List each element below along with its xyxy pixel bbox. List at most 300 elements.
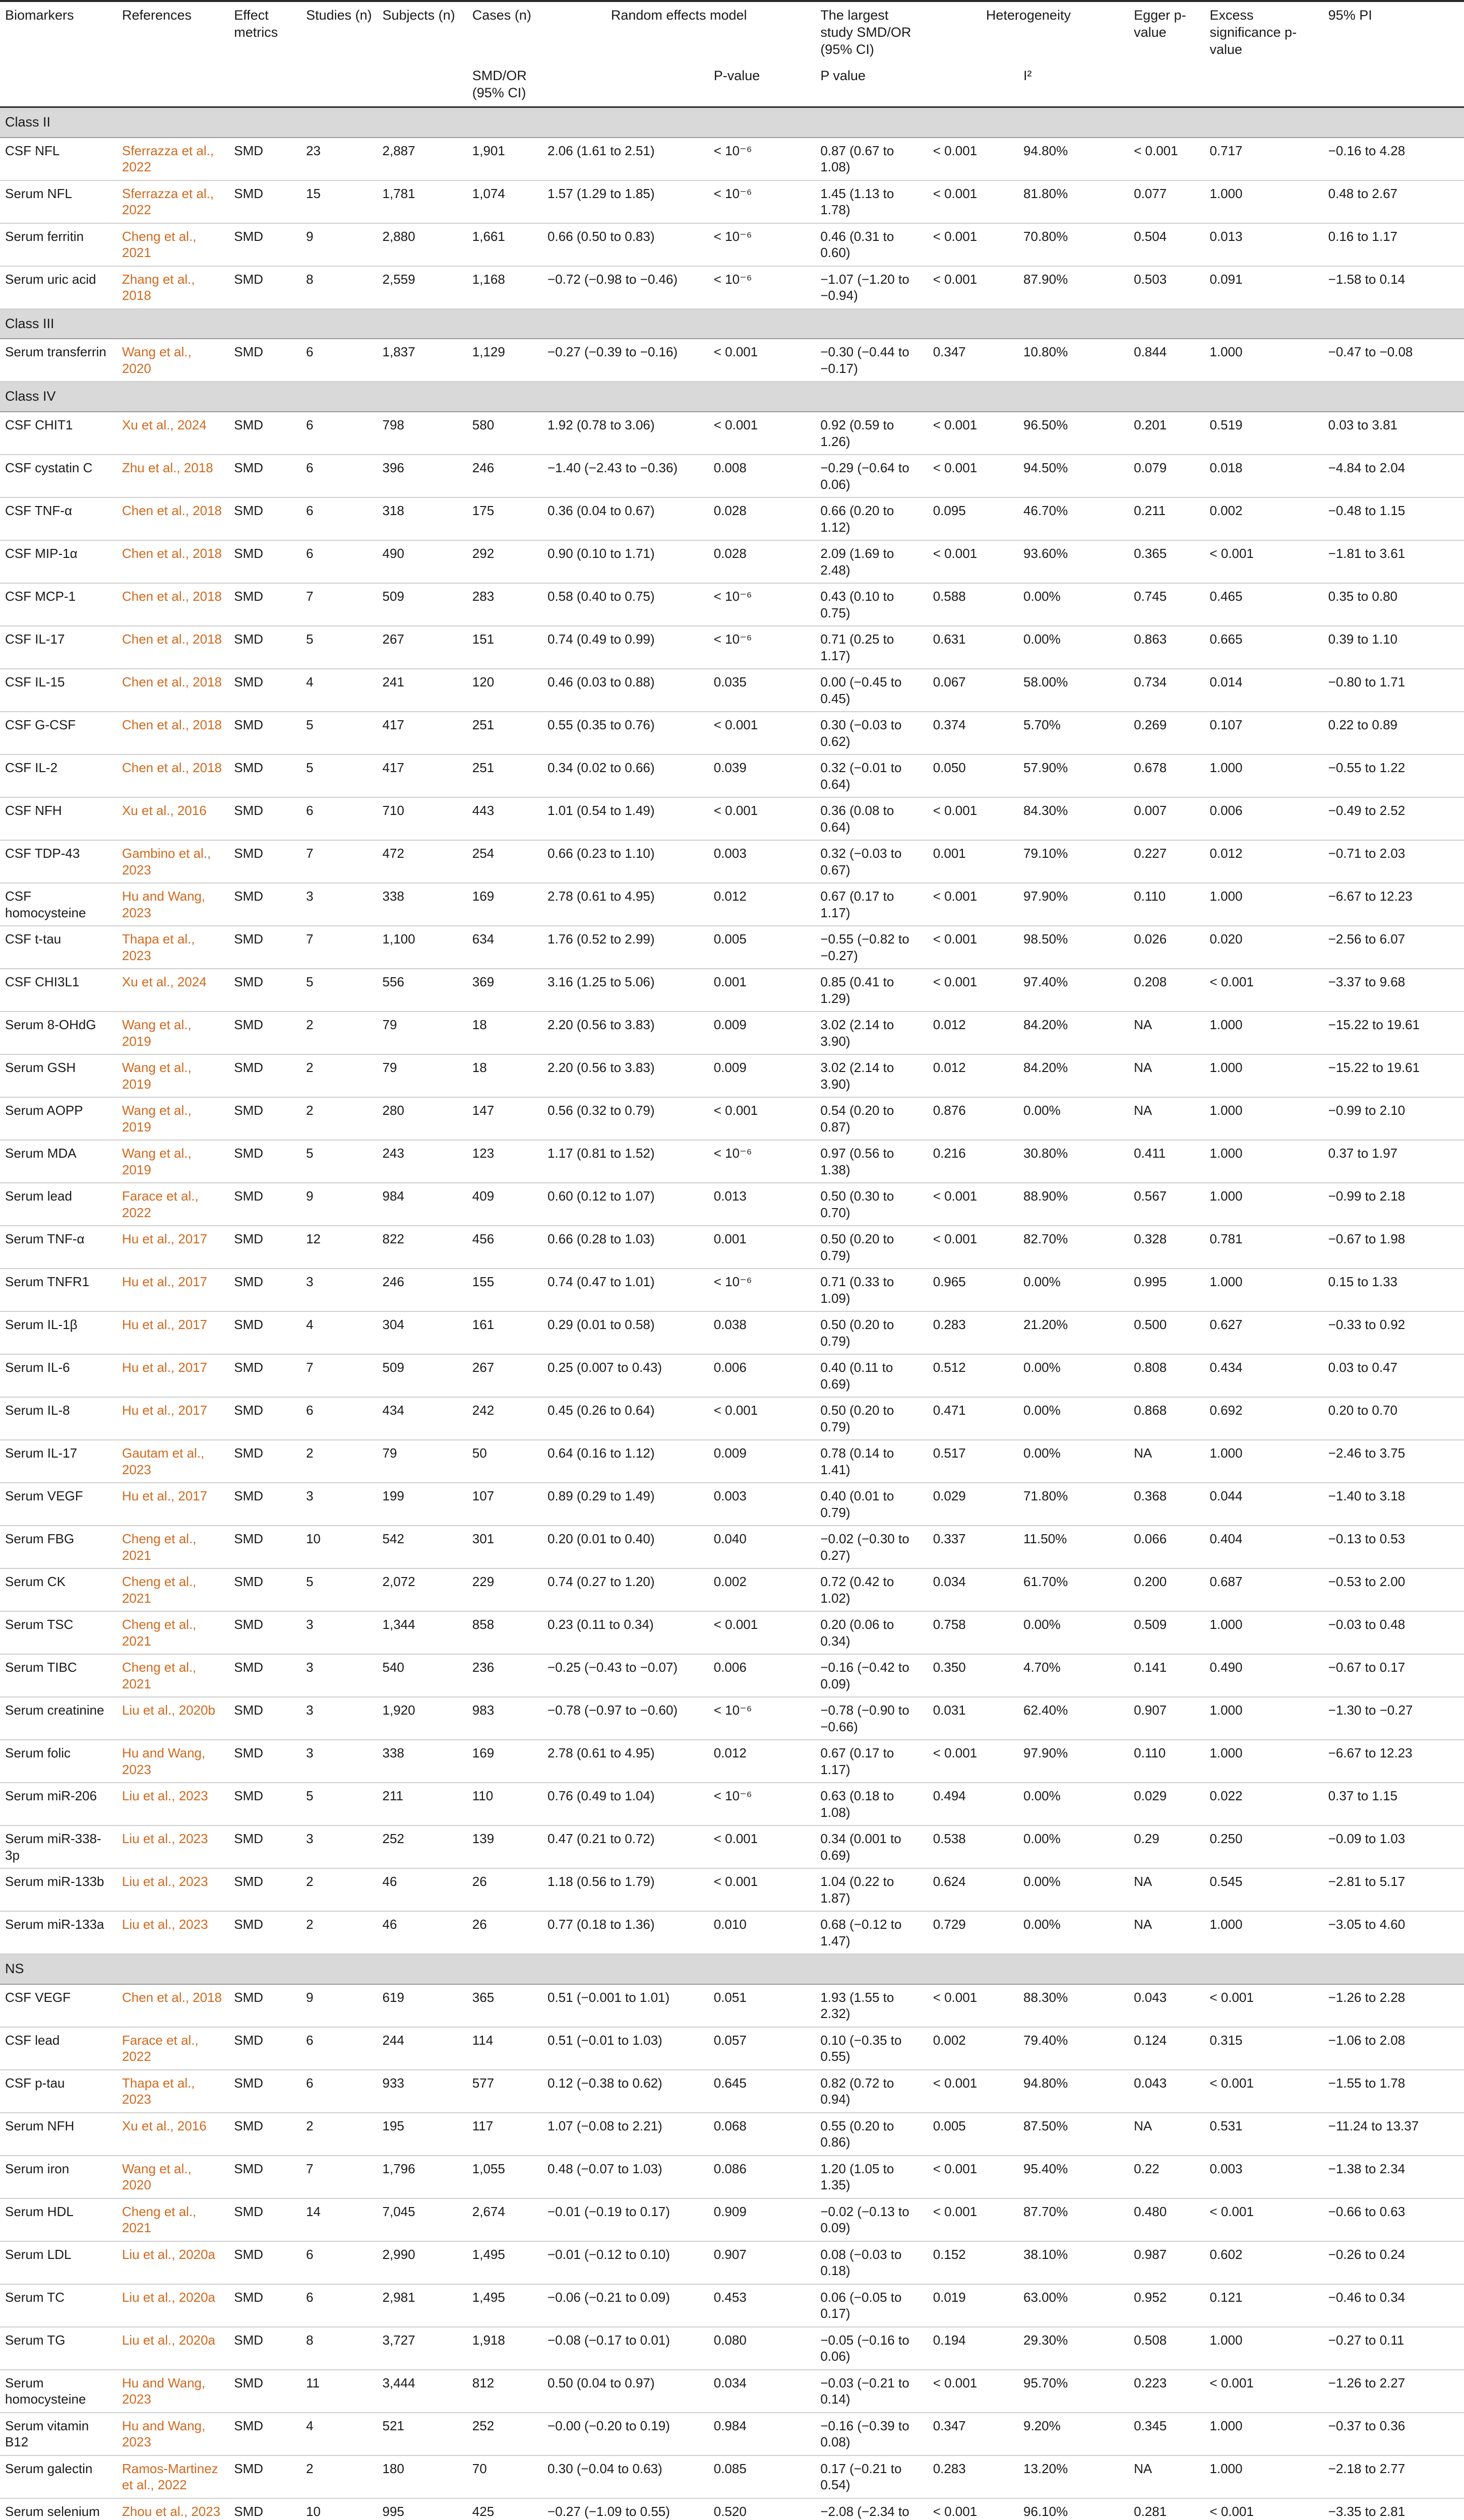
cell-smd-ci: 0.56 (0.32 to 0.79) (542, 1097, 709, 1140)
table-row (0, 626, 1464, 669)
cell-p-value: 0.001 (709, 969, 816, 1012)
cell-excess-p: < 0.001 (1204, 2198, 1323, 2241)
cell-pi: −0.37 to 0.36 (1323, 2413, 1464, 2455)
cell-het-p-value: 0.350 (928, 1654, 1018, 1697)
cell-excess-p: 0.545 (1204, 1868, 1323, 1911)
cell-p-value: < 0.001 (709, 1825, 816, 1868)
table-row (0, 540, 1464, 583)
cell-smd-ci: 0.55 (0.35 to 0.76) (542, 712, 709, 754)
cell-excess-p: 1.000 (1204, 2455, 1323, 2498)
cell-i2: 0.00% (1018, 1354, 1129, 1397)
cell-reference[interactable]: Thapa et al., 2023 (117, 2070, 229, 2113)
cell-cases: 251 (467, 754, 542, 797)
cell-studies: 5 (301, 626, 377, 669)
cell-reference[interactable]: Farace et al., 2022 (117, 2027, 229, 2070)
cell-subjects: 619 (378, 1984, 467, 2027)
cell-reference[interactable]: Gambino et al., 2023 (117, 840, 229, 883)
cell-subjects: 1,920 (378, 1697, 467, 1740)
cell-excess-p: 1.000 (1204, 1183, 1323, 1226)
cell-smd-ci: 0.46 (0.03 to 0.88) (542, 669, 709, 712)
cell-studies: 6 (301, 2070, 377, 2113)
cell-i2: 61.70% (1018, 1568, 1129, 1611)
cell-het-p-value: < 0.001 (928, 969, 1018, 1012)
cell-biomarker: Serum miR-338-3p (0, 1825, 117, 1868)
cell-subjects: 798 (378, 412, 467, 455)
cell-pi: −1.58 to 0.14 (1323, 266, 1464, 309)
table-row (0, 1311, 1464, 1354)
cell-smd-ci: 0.74 (0.27 to 1.20) (542, 1568, 709, 1611)
cell-biomarker: CSF homocysteine (0, 883, 117, 926)
cell-reference[interactable]: Zhu et al., 2018 (117, 455, 229, 497)
cell-reference[interactable]: Wang et al., 2019 (117, 1097, 229, 1140)
cell-effect-metric: SMD (229, 2413, 301, 2455)
cell-reference[interactable]: Xu et al., 2024 (117, 412, 229, 455)
cell-reference[interactable]: Xu et al., 2016 (117, 797, 229, 840)
cell-largest-study: 0.30 (−0.03 to 0.62) (815, 712, 928, 754)
table-row (0, 1568, 1464, 1611)
table-row (0, 1140, 1464, 1183)
cell-reference[interactable]: Chen et al., 2018 (117, 754, 229, 797)
table-row (0, 1269, 1464, 1311)
cell-effect-metric: SMD (229, 1825, 301, 1868)
cell-smd-ci: 0.74 (0.49 to 0.99) (542, 626, 709, 669)
subheader-blank (928, 62, 1018, 107)
cell-subjects: 2,990 (378, 2241, 467, 2284)
cell-largest-study: 0.68 (−0.12 to 1.47) (815, 1911, 928, 1954)
cell-het-p-value: < 0.001 (928, 266, 1018, 309)
cell-effect-metric: SMD (229, 540, 301, 583)
cell-subjects: 7,045 (378, 2198, 467, 2241)
cell-het-p-value: 0.005 (928, 2113, 1018, 2156)
cell-smd-ci: 0.89 (0.29 to 1.49) (542, 1483, 709, 1526)
cell-largest-study: 0.82 (0.72 to 0.94) (815, 2070, 928, 2113)
cell-studies: 6 (301, 797, 377, 840)
cell-egger-p: 0.328 (1129, 1226, 1204, 1269)
cell-reference[interactable]: Liu et al., 2020b (117, 1697, 229, 1740)
cell-reference[interactable]: Sferrazza et al., 2022 (117, 138, 229, 180)
cell-cases: 242 (467, 1397, 542, 1440)
cell-studies: 4 (301, 669, 377, 712)
cell-biomarker: Serum IL-8 (0, 1397, 117, 1440)
cell-largest-study: −0.05 (−0.16 to 0.06) (815, 2327, 928, 2370)
cell-pi: −15.22 to 19.61 (1323, 1054, 1464, 1097)
cell-studies: 2 (301, 2455, 377, 2498)
cell-cases: 2,674 (467, 2198, 542, 2241)
cell-smd-ci: 0.34 (0.02 to 0.66) (542, 754, 709, 797)
cell-studies: 6 (301, 455, 377, 497)
cell-pi: −0.27 to 0.11 (1323, 2327, 1464, 2370)
cell-i2: 10.80% (1018, 339, 1129, 382)
cell-reference[interactable]: Chen et al., 2018 (117, 626, 229, 669)
table-row (0, 1054, 1464, 1097)
cell-p-value: 0.520 (709, 2498, 816, 2520)
cell-het-p-value: 0.216 (928, 1140, 1018, 1183)
cell-studies: 2 (301, 1868, 377, 1911)
cell-het-p-value: 0.517 (928, 1440, 1018, 1483)
cell-pi: −0.47 to −0.08 (1323, 339, 1464, 382)
cell-cases: 18 (467, 1012, 542, 1054)
cell-studies: 12 (301, 1226, 377, 1269)
cell-het-p-value: 0.374 (928, 712, 1018, 754)
cell-biomarker: Serum NFL (0, 180, 117, 223)
cell-cases: 26 (467, 1868, 542, 1911)
cell-largest-study: 0.32 (−0.03 to 0.67) (815, 840, 928, 883)
cell-excess-p: 0.627 (1204, 1311, 1323, 1354)
cell-reference[interactable]: Liu et al., 2023 (117, 1868, 229, 1911)
cell-biomarker: Serum HDL (0, 2198, 117, 2241)
cell-smd-ci: −0.78 (−0.97 to −0.60) (542, 1697, 709, 1740)
table-row (0, 1825, 1464, 1868)
cell-subjects: 211 (378, 1783, 467, 1825)
cell-smd-ci: −0.01 (−0.12 to 0.10) (542, 2241, 709, 2284)
cell-biomarker: Serum ferritin (0, 223, 117, 266)
table-row (0, 1740, 1464, 1783)
cell-effect-metric: SMD (229, 180, 301, 223)
cell-egger-p: NA (1129, 1097, 1204, 1140)
cell-excess-p: 0.717 (1204, 138, 1323, 180)
cell-reference[interactable]: Cheng et al., 2021 (117, 1526, 229, 1568)
cell-i2: 87.70% (1018, 2198, 1129, 2241)
cell-studies: 6 (301, 2284, 377, 2327)
cell-egger-p: 0.480 (1129, 2198, 1204, 2241)
cell-reference[interactable]: Chen et al., 2018 (117, 540, 229, 583)
cell-i2: 87.90% (1018, 266, 1129, 309)
cell-reference[interactable]: Wang et al., 2019 (117, 1140, 229, 1183)
cell-het-p-value: 0.494 (928, 1783, 1018, 1825)
cell-het-p-value: 0.758 (928, 1611, 1018, 1654)
cell-subjects: 79 (378, 1012, 467, 1054)
cell-pi: −0.67 to 1.98 (1323, 1226, 1464, 1269)
cell-subjects: 2,880 (378, 223, 467, 266)
cell-effect-metric: SMD (229, 1911, 301, 1954)
cell-biomarker: Serum creatinine (0, 1697, 117, 1740)
cell-studies: 3 (301, 1269, 377, 1311)
cell-reference[interactable]: Cheng et al., 2021 (117, 2198, 229, 2241)
cell-smd-ci: 2.78 (0.61 to 4.95) (542, 1740, 709, 1783)
cell-egger-p: 0.026 (1129, 926, 1204, 969)
cell-biomarker: CSF lead (0, 2027, 117, 2070)
cell-studies: 9 (301, 223, 377, 266)
cell-excess-p: 1.000 (1204, 1697, 1323, 1740)
table-row (0, 2370, 1464, 2413)
cell-biomarker: CSF p-tau (0, 2070, 117, 2113)
cell-effect-metric: SMD (229, 223, 301, 266)
cell-cases: 267 (467, 1354, 542, 1397)
cell-cases: 123 (467, 1140, 542, 1183)
cell-smd-ci: 1.01 (0.54 to 1.49) (542, 797, 709, 840)
cell-reference[interactable]: Hu and Wang, 2023 (117, 2370, 229, 2413)
cell-reference[interactable]: Gautam et al., 2023 (117, 1440, 229, 1483)
cell-largest-study: 0.06 (−0.05 to 0.17) (815, 2284, 928, 2327)
cell-largest-study: 0.97 (0.56 to 1.38) (815, 1140, 928, 1183)
cell-largest-study: 3.02 (2.14 to 3.90) (815, 1054, 928, 1097)
cell-i2: 9.20% (1018, 2413, 1129, 2455)
cell-smd-ci: 1.18 (0.56 to 1.79) (542, 1868, 709, 1911)
cell-egger-p: 0.043 (1129, 2070, 1204, 2113)
cell-egger-p: 0.745 (1129, 583, 1204, 626)
cell-egger-p: 0.808 (1129, 1354, 1204, 1397)
cell-largest-study: −0.03 (−0.21 to 0.14) (815, 2370, 928, 2413)
table-row (0, 583, 1464, 626)
cell-reference[interactable]: Zhou et al., 2023 (117, 2498, 229, 2520)
cell-effect-metric: SMD (229, 2198, 301, 2241)
cell-studies: 6 (301, 1397, 377, 1440)
cell-reference[interactable]: Hu et al., 2017 (117, 1269, 229, 1311)
cell-egger-p: NA (1129, 1012, 1204, 1054)
cell-reference[interactable]: Ramos-Martinez et al., 2022 (117, 2455, 229, 2498)
cell-cases: 409 (467, 1183, 542, 1226)
cell-largest-study: −1.07 (−1.20 to −0.94) (815, 266, 928, 309)
cell-reference[interactable]: Cheng et al., 2021 (117, 1611, 229, 1654)
cell-egger-p: 0.567 (1129, 1183, 1204, 1226)
cell-studies: 2 (301, 1012, 377, 1054)
cell-cases: 1,168 (467, 266, 542, 309)
cell-effect-metric: SMD (229, 1397, 301, 1440)
cell-cases: 175 (467, 497, 542, 540)
cell-studies: 10 (301, 1526, 377, 1568)
cell-subjects: 2,559 (378, 266, 467, 309)
cell-biomarker: Serum galectin (0, 2455, 117, 2498)
cell-largest-study: 0.46 (0.31 to 0.60) (815, 223, 928, 266)
cell-p-value: < 0.001 (709, 797, 816, 840)
cell-subjects: 338 (378, 1740, 467, 1783)
table-row (0, 1226, 1464, 1269)
cell-cases: 252 (467, 2413, 542, 2455)
cell-subjects: 822 (378, 1226, 467, 1269)
table-header (0, 1, 1464, 107)
table-row (0, 2455, 1464, 2498)
cell-smd-ci: 0.50 (0.04 to 0.97) (542, 2370, 709, 2413)
cell-pi: 0.20 to 0.70 (1323, 1397, 1464, 1440)
cell-smd-ci: 0.77 (0.18 to 1.36) (542, 1911, 709, 1954)
cell-egger-p: NA (1129, 1054, 1204, 1097)
cell-subjects: 2,981 (378, 2284, 467, 2327)
cell-egger-p: 0.281 (1129, 2498, 1204, 2520)
cell-egger-p: 0.504 (1129, 223, 1204, 266)
cell-reference[interactable]: Wang et al., 2019 (117, 1012, 229, 1054)
cell-cases: 1,918 (467, 2327, 542, 2370)
cell-largest-study: 3.02 (2.14 to 3.90) (815, 1012, 928, 1054)
cell-reference[interactable]: Wang et al., 2019 (117, 1054, 229, 1097)
cell-cases: 114 (467, 2027, 542, 2070)
cell-studies: 5 (301, 754, 377, 797)
cell-reference[interactable]: Thapa et al., 2023 (117, 926, 229, 969)
cell-excess-p: < 0.001 (1204, 2070, 1323, 2113)
cell-p-value: < 0.001 (709, 412, 816, 455)
cell-egger-p: 0.734 (1129, 669, 1204, 712)
table-row (0, 2413, 1464, 2455)
cell-cases: 1,661 (467, 223, 542, 266)
cell-het-p-value: 0.034 (928, 1568, 1018, 1611)
cell-reference[interactable]: Hu and Wang, 2023 (117, 1740, 229, 1783)
cell-effect-metric: SMD (229, 138, 301, 180)
cell-smd-ci: 1.57 (1.29 to 1.85) (542, 180, 709, 223)
cell-reference[interactable]: Cheng et al., 2021 (117, 1568, 229, 1611)
cell-studies: 7 (301, 926, 377, 969)
cell-effect-metric: SMD (229, 1012, 301, 1054)
cell-effect-metric: SMD (229, 2498, 301, 2520)
cell-largest-study: 0.40 (0.11 to 0.69) (815, 1354, 928, 1397)
cell-i2: 0.00% (1018, 1868, 1129, 1911)
cell-effect-metric: SMD (229, 1054, 301, 1097)
cell-smd-ci: −0.72 (−0.98 to −0.46) (542, 266, 709, 309)
cell-smd-ci: 0.47 (0.21 to 0.72) (542, 1825, 709, 1868)
cell-biomarker: Serum TG (0, 2327, 117, 2370)
cell-reference[interactable]: Cheng et al., 2021 (117, 223, 229, 266)
cell-subjects: 79 (378, 1440, 467, 1483)
cell-reference[interactable]: Sferrazza et al., 2022 (117, 180, 229, 223)
cell-effect-metric: SMD (229, 797, 301, 840)
cell-egger-p: 0.007 (1129, 797, 1204, 840)
cell-reference[interactable]: Chen et al., 2018 (117, 583, 229, 626)
cell-het-p-value: 0.588 (928, 583, 1018, 626)
table-row (0, 223, 1464, 266)
cell-subjects: 509 (378, 1354, 467, 1397)
cell-smd-ci: 0.12 (−0.38 to 0.62) (542, 2070, 709, 2113)
cell-subjects: 267 (378, 626, 467, 669)
cell-biomarker: Serum miR-206 (0, 1783, 117, 1825)
cell-subjects: 195 (378, 2113, 467, 2156)
cell-p-value: 0.005 (709, 926, 816, 969)
cell-reference[interactable]: Xu et al., 2016 (117, 2113, 229, 2156)
cell-effect-metric: SMD (229, 969, 301, 1012)
cell-i2: 79.40% (1018, 2027, 1129, 2070)
cell-effect-metric: SMD (229, 412, 301, 455)
table-row (0, 1354, 1464, 1397)
cell-reference[interactable]: Hu et al., 2017 (117, 1397, 229, 1440)
cell-biomarker: CSF TDP-43 (0, 840, 117, 883)
cell-cases: 18 (467, 1054, 542, 1097)
cell-p-value: 0.012 (709, 883, 816, 926)
cell-studies: 7 (301, 583, 377, 626)
cell-reference[interactable]: Hu et al., 2017 (117, 1226, 229, 1269)
cell-p-value: 0.068 (709, 2113, 816, 2156)
cell-reference[interactable]: Liu et al., 2023 (117, 1825, 229, 1868)
cell-pi: −6.67 to 12.23 (1323, 883, 1464, 926)
cell-reference[interactable]: Liu et al., 2023 (117, 1911, 229, 1954)
cell-i2: 29.30% (1018, 2327, 1129, 2370)
cell-studies: 2 (301, 1097, 377, 1140)
cell-reference[interactable]: Chen et al., 2018 (117, 497, 229, 540)
cell-smd-ci: 0.25 (0.007 to 0.43) (542, 1354, 709, 1397)
cell-pi: 0.39 to 1.10 (1323, 626, 1464, 669)
cell-smd-ci: −1.40 (−2.43 to −0.36) (542, 455, 709, 497)
cell-studies: 6 (301, 497, 377, 540)
cell-biomarker: Serum lead (0, 1183, 117, 1226)
cell-reference[interactable]: Hu et al., 2017 (117, 1354, 229, 1397)
cell-largest-study: 0.40 (0.01 to 0.79) (815, 1483, 928, 1526)
cell-cases: 369 (467, 969, 542, 1012)
cell-het-p-value: 0.002 (928, 2027, 1018, 2070)
cell-reference[interactable]: Liu et al., 2020a (117, 2284, 229, 2327)
cell-het-p-value: < 0.001 (928, 1740, 1018, 1783)
cell-reference[interactable]: Wang et al., 2020 (117, 2156, 229, 2198)
cell-subjects: 490 (378, 540, 467, 583)
cell-reference[interactable]: Liu et al., 2023 (117, 1783, 229, 1825)
cell-reference[interactable]: Wang et al., 2020 (117, 339, 229, 382)
col-biomarkers: Biomarkers (0, 1, 117, 62)
cell-reference[interactable]: Hu and Wang, 2023 (117, 2413, 229, 2455)
table-row (0, 1012, 1464, 1054)
cell-biomarker: CSF MCP-1 (0, 583, 117, 626)
cell-het-p-value: 0.624 (928, 1868, 1018, 1911)
col-studies: Studies (n) (301, 1, 377, 62)
cell-subjects: 2,072 (378, 1568, 467, 1611)
cell-reference[interactable]: Hu and Wang, 2023 (117, 883, 229, 926)
cell-excess-p: 0.490 (1204, 1654, 1323, 1697)
cell-cases: 169 (467, 1740, 542, 1783)
cell-reference[interactable]: Hu et al., 2017 (117, 1311, 229, 1354)
cell-largest-study: 2.09 (1.69 to 2.48) (815, 540, 928, 583)
cell-excess-p: 1.000 (1204, 2413, 1323, 2455)
cell-studies: 14 (301, 2198, 377, 2241)
cell-reference[interactable]: Hu et al., 2017 (117, 1483, 229, 1526)
cell-reference[interactable]: Xu et al., 2024 (117, 969, 229, 1012)
cell-biomarker: Serum uric acid (0, 266, 117, 309)
cell-het-p-value: < 0.001 (928, 1984, 1018, 2027)
cell-pi: −2.56 to 6.07 (1323, 926, 1464, 969)
cell-reference[interactable]: Cheng et al., 2021 (117, 1654, 229, 1697)
table-row (0, 455, 1464, 497)
cell-pi: −6.67 to 12.23 (1323, 1740, 1464, 1783)
cell-studies: 5 (301, 969, 377, 1012)
cell-largest-study: −0.02 (−0.13 to 0.09) (815, 2198, 928, 2241)
cell-i2: 79.10% (1018, 840, 1129, 883)
cell-pi: −0.13 to 0.53 (1323, 1526, 1464, 1568)
cell-i2: 11.50% (1018, 1526, 1129, 1568)
cell-reference[interactable]: Chen et al., 2018 (117, 1984, 229, 2027)
cell-excess-p: < 0.001 (1204, 1984, 1323, 2027)
cell-cases: 26 (467, 1911, 542, 1954)
cell-reference[interactable]: Chen et al., 2018 (117, 669, 229, 712)
cell-excess-p: 0.531 (1204, 2113, 1323, 2156)
cell-p-value: 0.038 (709, 1311, 816, 1354)
cell-effect-metric: SMD (229, 2455, 301, 2498)
table-row (0, 883, 1464, 926)
table-row (0, 1611, 1464, 1654)
cell-biomarker: Serum miR-133b (0, 1868, 117, 1911)
subheader-p-value: P-value (709, 62, 816, 107)
table-row (0, 1526, 1464, 1568)
cell-smd-ci: 0.58 (0.40 to 0.75) (542, 583, 709, 626)
cell-studies: 6 (301, 2027, 377, 2070)
cell-i2: 0.00% (1018, 1440, 1129, 1483)
cell-reference[interactable]: Chen et al., 2018 (117, 712, 229, 754)
table-row (0, 339, 1464, 382)
cell-reference[interactable]: Zhang et al., 2018 (117, 266, 229, 309)
cell-reference[interactable]: Liu et al., 2020a (117, 2327, 229, 2370)
cell-p-value: 0.003 (709, 840, 816, 883)
cell-reference[interactable]: Farace et al., 2022 (117, 1183, 229, 1226)
cell-het-p-value: 0.031 (928, 1697, 1018, 1740)
cell-p-value: 0.012 (709, 1740, 816, 1783)
cell-cases: 1,055 (467, 2156, 542, 2198)
cell-cases: 254 (467, 840, 542, 883)
cell-excess-p: 0.013 (1204, 223, 1323, 266)
cell-i2: 97.40% (1018, 969, 1129, 1012)
cell-reference[interactable]: Liu et al., 2020a (117, 2241, 229, 2284)
section-header (0, 382, 1464, 412)
cell-subjects: 79 (378, 1054, 467, 1097)
cell-excess-p: 0.250 (1204, 1825, 1323, 1868)
cell-het-p-value: < 0.001 (928, 180, 1018, 223)
cell-largest-study: 0.67 (0.17 to 1.17) (815, 1740, 928, 1783)
cell-pi: −1.06 to 2.08 (1323, 2027, 1464, 2070)
cell-excess-p: 1.000 (1204, 1140, 1323, 1183)
cell-egger-p: 0.907 (1129, 1697, 1204, 1740)
cell-het-p-value: < 0.001 (928, 797, 1018, 840)
cell-excess-p: 1.000 (1204, 1740, 1323, 1783)
